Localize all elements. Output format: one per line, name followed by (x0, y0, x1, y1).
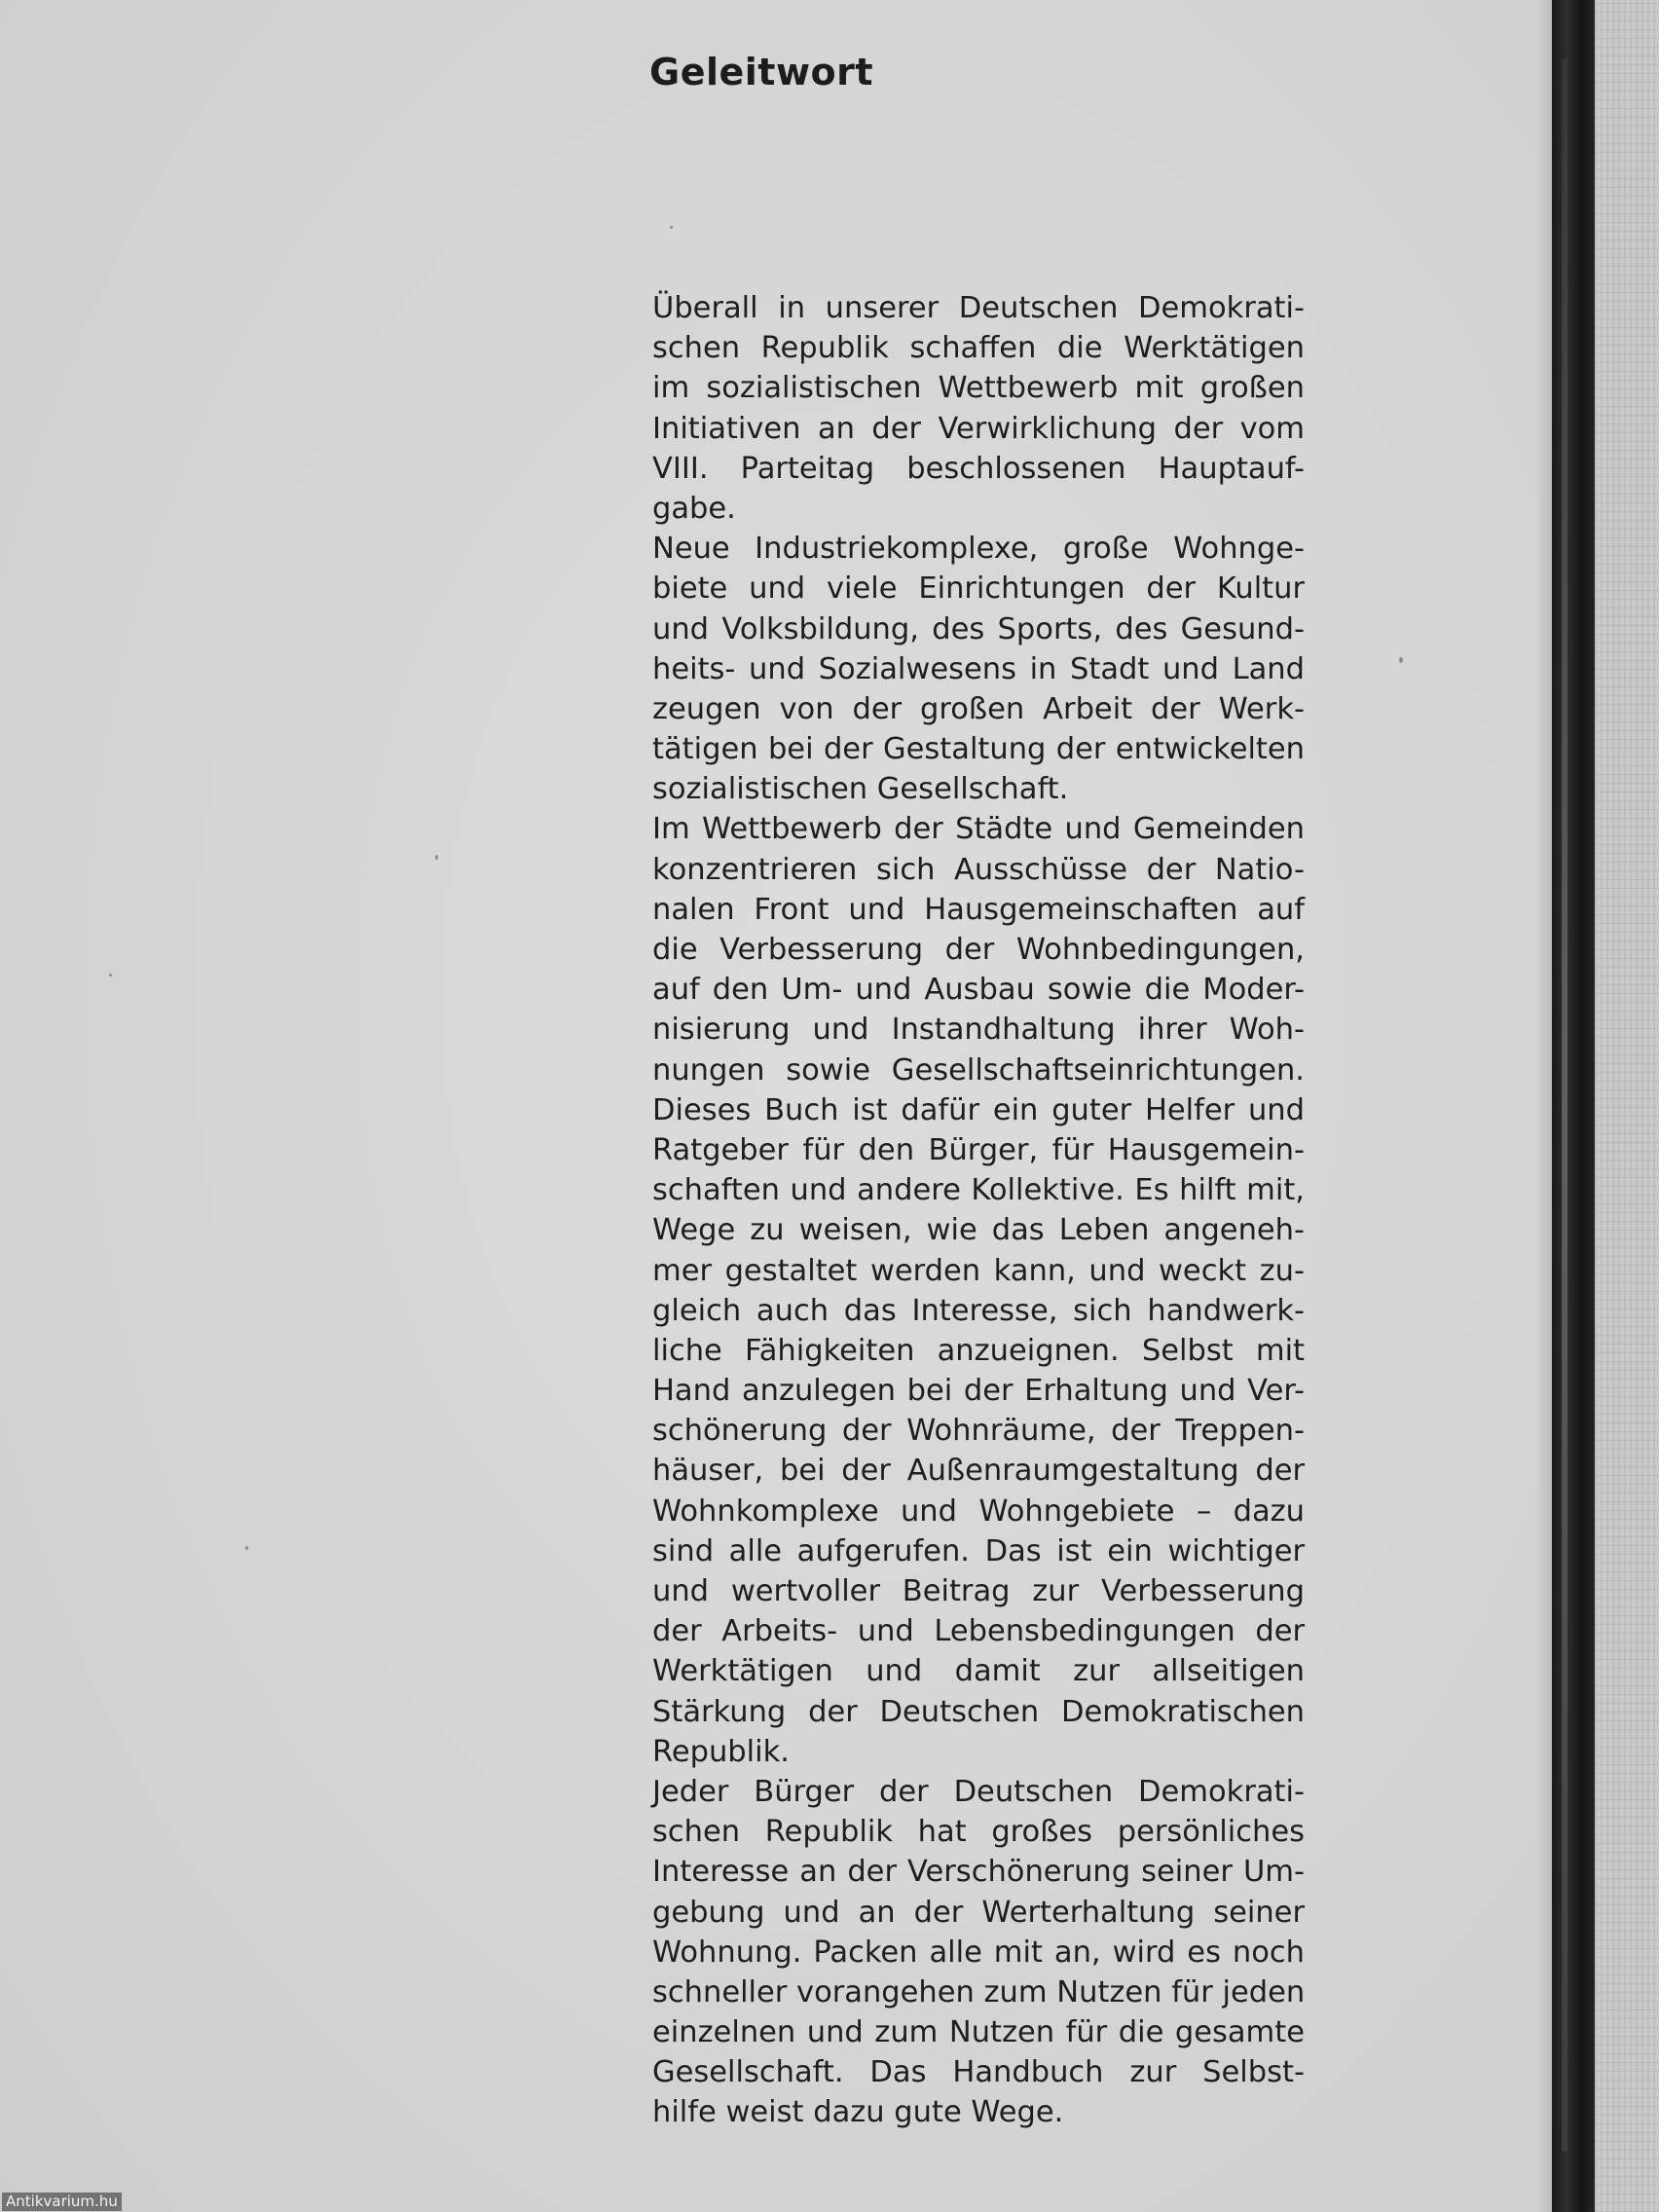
text-line: tätigen bei der Gestaltung der entwickelten (652, 732, 1305, 767)
text-line: schen Republik schaffen die Werktätigen (652, 331, 1305, 366)
text-line: mer gestaltet werden kann, und weckt zu- (652, 1253, 1305, 1288)
cover-highlight (1562, 58, 1567, 2152)
text-line: Initiativen an der Verwirklichung der vom (652, 411, 1305, 446)
text-line: Neue Industriekomplexe, große Wohnge- (652, 532, 1305, 567)
text-line: hilfe weist dazu gute Wege. (652, 2095, 1064, 2130)
text-line: auf den Um- und Ausbau sowie die Moder- (652, 973, 1305, 1008)
page-edge (1538, 0, 1552, 2212)
text-line: Stärkung der Deutschen Demokratischen (652, 1694, 1305, 1729)
text-line: sind alle aufgerufen. Das ist ein wichtiger (652, 1533, 1305, 1568)
text-line: Dieses Buch ist dafür ein guter Helfer und (652, 1092, 1305, 1127)
text-line: häuser, bei der Außenraumgestaltung der (652, 1454, 1305, 1489)
text-line: und Volksbildung, des Sports, des Gesund- (652, 611, 1305, 646)
text-line: Republik. (652, 1734, 790, 1769)
text-line: gebung und an der Werterhaltung seiner (652, 1895, 1305, 1930)
text-line: zeugen von der großen Arbeit der Werk- (652, 691, 1305, 726)
text-line: Wohnung. Packen alle mit an, wird es noch (652, 1935, 1305, 1970)
text-line: konzentrieren sich Ausschüsse der Natio- (652, 852, 1305, 887)
text-line: schönerung der Wohnräume, der Treppen- (652, 1414, 1305, 1449)
text-line: schen Republik hat großes persönliches (652, 1815, 1305, 1850)
book-cover-edge (1552, 0, 1595, 2212)
text-line: Jeder Bürger der Deutschen Demokrati- (652, 1774, 1305, 1809)
paper-speck (435, 855, 438, 860)
text-line: schaften und andere Kollektive. Es hilft mit, (652, 1173, 1305, 1208)
text-line: einzelnen und zum Nutzen für die gesamte (652, 2015, 1305, 2050)
watermark-label: Antikvarium.hu (2, 2193, 122, 2211)
text-line: nalen Front und Hausgemeinschaften auf (652, 892, 1305, 927)
text-line: Interesse an der Verschönerung seiner Um- (652, 1855, 1305, 1890)
text-line: gabe. (652, 491, 736, 526)
text-line: Ratgeber für den Bürger, für Hausgemein- (652, 1132, 1305, 1167)
text-line: die Verbesserung der Wohnbedingungen, (652, 933, 1305, 967)
foreword-text (652, 288, 1305, 2133)
cloth-background (1595, 0, 1659, 2212)
text-line: Werktätigen und damit zur allseitigen (652, 1654, 1305, 1689)
paper-speck (245, 1546, 248, 1550)
paper-speck (109, 974, 112, 977)
text-line: sozialistischen Gesellschaft. (652, 772, 1069, 807)
text-line: nisierung und Instandhaltung ihrer Woh- (652, 1013, 1305, 1048)
text-line: Im Wettbewerb der Städte und Gemeinden (652, 812, 1305, 847)
text-line: Hand anzulegen bei der Erhaltung und Ver- (652, 1374, 1305, 1409)
paper-speck (670, 226, 673, 229)
text-line: und wertvoller Beitrag zur Verbesserung (652, 1574, 1305, 1608)
text-line: Gesellschaft. Das Handbuch zur Selbst- (652, 2055, 1305, 2090)
text-line: liche Fähigkeiten anzueignen. Selbst mit (652, 1333, 1305, 1368)
text-line: Wohnkomplexe und Wohngebiete – dazu (652, 1493, 1305, 1529)
text-line: im sozialistischen Wettbewerb mit großen (652, 371, 1305, 406)
text-line: der Arbeits- und Lebensbedingungen der (652, 1614, 1305, 1649)
text-line: VIII. Parteitag beschlossenen Hauptauf- (652, 451, 1305, 486)
text-line: Überall in unserer Deutschen Demokrati- (652, 291, 1305, 325)
paper-speck (1399, 657, 1403, 663)
text-line: Wege zu weisen, wie das Leben angeneh- (652, 1213, 1305, 1248)
text-line: gleich auch das Interesse, sich handwerk- (652, 1293, 1305, 1328)
text-line: nungen sowie Gesellschaftseinrichtungen. (652, 1052, 1305, 1088)
text-line: heits- und Sozialwesens in Stadt und Land (652, 651, 1305, 686)
page-title: Geleitwort (649, 51, 874, 93)
text-line: biete und viele Einrichtungen der Kultur (652, 571, 1305, 607)
text-line: schneller vorangehen zum Nutzen für jeden (652, 1974, 1306, 2009)
